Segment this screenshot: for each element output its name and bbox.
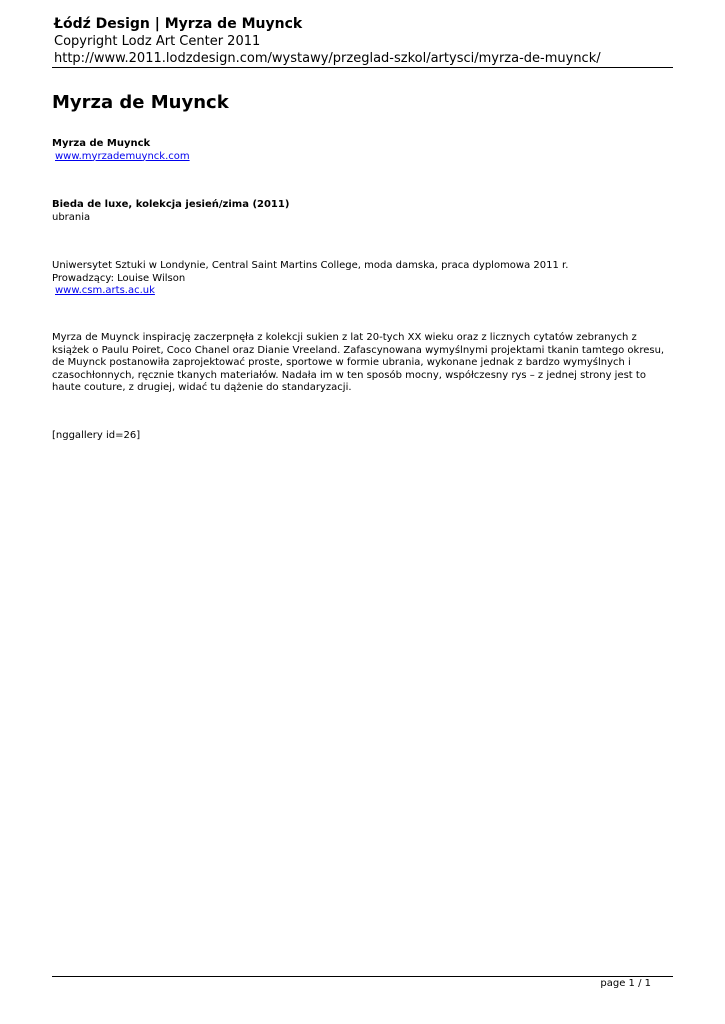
gallery-shortcode: [nggallery id=26]: [52, 430, 141, 441]
artist-block: [52, 138, 677, 163]
artist-website-link[interactable]: www.myrzademuynck.com: [55, 150, 190, 162]
header-copyright: Copyright Lodz Art Center 2011: [54, 34, 261, 49]
footer-divider: [52, 976, 673, 977]
school-info: Uniwersytet Sztuki w Londynie, Central Saint Martins College, moda damska, praca dyplomowa 2011 r.: [52, 260, 569, 271]
collection-block: [52, 199, 677, 224]
supervisor-info: Prowadzący: Louise Wilson: [52, 272, 186, 284]
school-block: [52, 260, 677, 298]
header-title: Łódź Design | Myrza de Muynck: [54, 16, 303, 32]
collection-title: Bieda de luxe, kolekcja jesień/zima (2011): [52, 199, 290, 210]
page-title: Myrza de Muynck: [52, 92, 229, 113]
document-header: [52, 16, 673, 67]
collection-category: ubrania: [52, 211, 91, 223]
page-number: page 1 / 1: [600, 978, 651, 989]
header-divider: [52, 67, 673, 68]
header-url: http://www.2011.lodzdesign.com/wystawy/przeglad-szkol/artysci/myrza-de-muynck/: [54, 51, 601, 66]
school-website-link[interactable]: www.csm.arts.ac.uk: [55, 285, 155, 296]
artist-name: Myrza de Muynck: [52, 138, 151, 149]
description-paragraph: Myrza de Muynck inspirację zaczerpnęła z kolekcji sukien z lat 20-tych XX wieku oraz z licznych cytatów zebranych z książek o Paulu Poiret, Coco Chanel oraz Dianie Vreeland. Zafascynowana wymyślnymi projektami tkanin tamtego okresu, de Muynck postanowiła zaprojektować proste, sportowe w formie ubrania, wykonane jednak z bardzo wymyślnych i czasochłonnych, ręcznie tkanych materiałów. Nadała im w ten sposób mocny, współczesny rys – z jednej strony jest to haute couture, z drugiej, widać tu dążenie do standaryzacji.: [52, 332, 665, 393]
